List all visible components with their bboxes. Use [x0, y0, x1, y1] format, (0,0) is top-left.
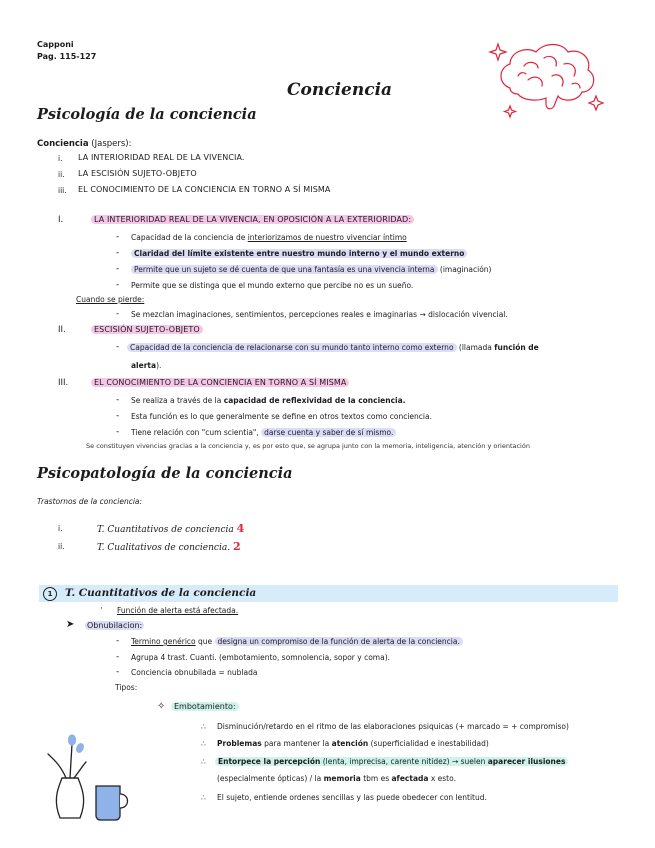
bullet-text-cont: (especialmente ópticas) / la memoria tbm es afectada x esto.: [217, 774, 456, 783]
bullet-text: Permite que se distinga que el mundo externo que percibe no es un sueño.: [131, 281, 414, 290]
bullet-text: Permite que un sujeto se dé cuenta de que una fantasía es una vivencia interna (imaginación): [131, 265, 491, 274]
therefore-icon: ∴: [201, 739, 206, 748]
list-item: T. Cuantitativos de conciencia 4: [97, 522, 245, 535]
obnubilacion-label: Obnubilacion:: [87, 621, 143, 630]
bullet-text: Tiene relación con "cum scientia", darse cuenta y saber de sí mismo.: [131, 428, 396, 437]
bullet-text: Termino genérico que designa un compromiso de la función de alerta de la conciencia.: [131, 637, 463, 646]
bullet-text: El sujeto, entiende ordenes sencillas y las puede obedecer con lentitud.: [217, 793, 487, 802]
bullet-text: Problemas para mantener la atención (superficialidad e inestabilidad): [217, 739, 489, 748]
bullet-text: Se mezclan imaginaciones, sentimientos, percepciones reales e imaginarias → dislocación vivencial.: [131, 310, 508, 319]
bullet-text: Agrupa 4 trast. Cuanti. (embotamiento, somnolencia, sopor y coma).: [131, 653, 391, 662]
dash-bullet: -: [116, 411, 120, 421]
mug-icon: [92, 782, 136, 822]
dash-bullet: -: [116, 342, 120, 352]
list-item: T. Cualitativos de conciencia. 2: [97, 540, 241, 553]
dash-bullet: -: [116, 395, 120, 405]
subsection-heading-II: ESCISIÓN SUJETO-OBJETO: [91, 325, 203, 334]
dash-bullet: -: [116, 652, 120, 662]
dash-bullet: -: [116, 280, 120, 290]
list-num: iii.: [58, 186, 67, 195]
section-heading-cuantitativos: T. Cuantitativos de la conciencia: [65, 587, 257, 599]
roman-num: I.: [58, 215, 64, 225]
therefore-icon: ∴: [201, 722, 206, 731]
roman-num: II.: [58, 325, 66, 335]
dash-bullet: -: [116, 636, 120, 646]
subsection-heading-III: EL CONOCIMIENTO DE LA CONCIENCIA EN TORNO A SÍ MISMA: [91, 378, 349, 387]
footnote: Se constituyen vivencias gracias a la conciencia y, es por esto que, se agrupa junto con la memoria, inteligencia, atención y orientación: [86, 442, 530, 450]
subheading: Trastornos de la conciencia:: [37, 497, 143, 506]
subsection-heading-I: LA INTERIORIDAD REAL DE LA VIVENCIA, EN OPOSICIÓN A LA EXTERIORIDAD:: [91, 215, 414, 224]
diamond-bullet-icon: ✧: [157, 701, 166, 712]
list-item: LA ESCISIÓN SUJETO-OBJETO: [78, 169, 197, 178]
dash-bullet: -: [116, 248, 120, 258]
bullet-text: Esta función es lo que generalmente se define en otros textos como conciencia.: [131, 412, 432, 421]
dash-bullet: -: [116, 309, 120, 319]
bullet-text: Se realiza a través de la capacidad de reflexividad de la conciencia.: [131, 396, 406, 405]
list-num: i.: [58, 154, 63, 163]
bullet-text-cont: alerta).: [131, 361, 162, 370]
tipos-label: Tipos:: [115, 683, 138, 692]
list-num: ii.: [58, 170, 65, 179]
bullet-text: Capacidad de la conciencia de interiorizamos de nuestro vivenciar íntimo: [131, 233, 407, 242]
brain-doodle-icon: [488, 36, 612, 122]
dash-bullet: -: [116, 232, 120, 242]
dash-bullet: -: [116, 427, 120, 437]
list-num: i.: [58, 524, 63, 533]
section-heading-psicologia: Psicología de la conciencia: [37, 106, 257, 123]
vase-flower-icon: [44, 734, 96, 822]
arrow-bullet-icon: ➤: [66, 619, 75, 630]
therefore-icon: ∴: [201, 757, 206, 766]
definition-line: Conciencia (Jaspers):: [37, 139, 132, 149]
section-heading-psicopatologia: Psicopatología de la conciencia: [37, 465, 293, 482]
roman-num: III.: [58, 378, 69, 388]
bullet-text: Conciencia obnubilada = nublada: [131, 668, 258, 677]
list-item: EL CONOCIMIENTO DE LA CONCIENCIA EN TORNO A SÍ MISMA: [78, 185, 331, 194]
embotamiento-label: Embotamiento:: [171, 702, 239, 711]
bullet-text: Claridad del límite existente entre nuestro mundo interno y el mundo externo: [131, 249, 467, 258]
pages-label: Pag. 115-127: [37, 52, 97, 61]
bullet-text: Capacidad de la conciencia de relacionarse con su mundo tanto interno como externo (llamada función de: [127, 343, 539, 352]
bullet-text: Función de alerta está afectada.: [117, 606, 239, 615]
list-item: LA INTERIORIDAD REAL DE LA VIVENCIA.: [78, 153, 245, 162]
numbered-circle-icon: 1: [43, 587, 57, 601]
lost-label: Cuando se pierde:: [76, 295, 145, 304]
author-label: Capponi: [37, 40, 74, 49]
list-num: ii.: [58, 542, 65, 551]
page-title: Conciencia: [287, 80, 393, 100]
bullet-text: Entorpece la percepción (lenta, imprecisa, carente nitidez) → suelen aparecer ilusiones: [215, 757, 568, 766]
bullet-text: Disminución/retardo en el ritmo de las elaboraciones psiquicas (+ marcado = + compromiso): [217, 722, 569, 731]
dot-bullet: ·: [100, 604, 103, 614]
therefore-icon: ∴: [201, 793, 206, 802]
dash-bullet: -: [116, 264, 120, 274]
dash-bullet: -: [116, 667, 120, 677]
